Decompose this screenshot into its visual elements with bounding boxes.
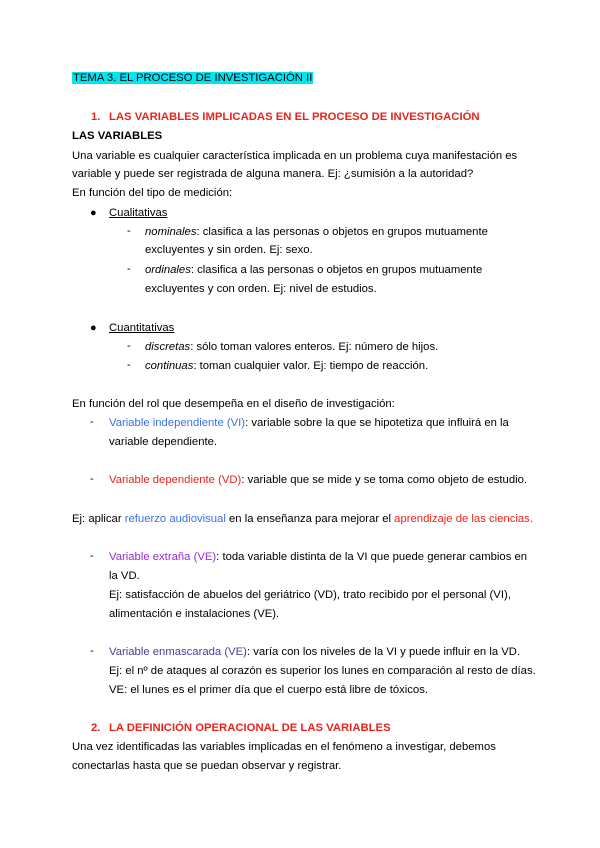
intro-line-1: Una variable es cualquier característica implicada en un problema cuya manifestación es [72, 150, 518, 162]
vem-line-3: VE: el lunes es el primer día que el cuerpo está libre de tóxicos. [109, 684, 428, 696]
subheading-las-variables: LAS VARIABLES [72, 130, 163, 142]
dash-icon: - [127, 263, 131, 275]
ve-line-4: alimentación e instalaciones (VE). [109, 608, 280, 620]
bullet-icon: ● [90, 322, 97, 334]
discretas-item: discretas: sólo toman valores enteros. Ej: número de hijos. [145, 341, 439, 353]
document-title: TEMA 3. EL PROCESO DE INVESTIGACIÓN II [73, 72, 313, 84]
dash-icon: - [90, 416, 94, 428]
section2-line-2: conectarlas hasta que se puedan observar y registrar. [72, 760, 342, 772]
cuantitativas-label: Cuantitativas [109, 322, 175, 334]
ve-line-3: Ej: satisfacción de abuelos del geriátrico (VD), trato recibido por el personal (VI), [109, 589, 511, 601]
nominales-item: nominales: clasifica a las personas o objetos en grupos mutuamente [145, 226, 488, 238]
dash-icon: - [127, 359, 131, 371]
by-measure-text: En función del tipo de medición: [72, 187, 233, 199]
section2-heading: LA DEFINICIÓN OPERACIONAL DE LAS VARIABLES [109, 722, 391, 734]
section1-number: 1. [91, 111, 101, 123]
vem-item: Variable enmascarada (VE): varía con los niveles de la VI y puede influir en la VD. [109, 646, 521, 658]
ve-item: Variable extraña (VE): toda variable distinta de la VI que puede generar cambios en [109, 551, 528, 563]
section2-number: 2. [91, 722, 101, 734]
example-line: Ej: aplicar refuerzo audiovisual en la enseñanza para mejorar el aprendizaje de las ciencias. [72, 513, 533, 525]
continuas-item: continuas: toman cualquier valor. Ej: tiempo de reacción. [145, 360, 429, 372]
ordinales-line-2: excluyentes y con orden. Ej: nivel de estudios. [145, 283, 377, 295]
vi-item: Variable independiente (VI): variable sobre la que se hipotetiza que influirá en la [109, 417, 509, 429]
bullet-icon: ● [90, 207, 97, 219]
dash-icon: - [90, 473, 94, 485]
ordinales-item: ordinales: clasifica a las personas o objetos en grupos mutuamente [145, 264, 483, 276]
dash-icon: - [90, 550, 94, 562]
vi-line-2: variable dependiente. [109, 436, 218, 448]
dash-icon: - [127, 340, 131, 352]
by-role-text: En función del rol que desempeña en el diseño de investigación: [72, 398, 395, 410]
section1-heading: LAS VARIABLES IMPLICADAS EN EL PROCESO DE INVESTIGACIÓN [109, 111, 480, 123]
dash-icon: - [90, 645, 94, 657]
nominales-line-2: excluyentes y sin orden. Ej: sexo. [145, 244, 313, 256]
intro-line-2: variable y puede ser registrada de alguna manera. Ej: ¿sumisión a la autoridad? [72, 168, 474, 180]
dash-icon: - [127, 225, 131, 237]
ve-line-2: la VD. [109, 570, 140, 582]
section2-line-1: Una vez identificadas las variables implicadas en el fenómeno a investigar, debemos [72, 741, 496, 753]
cualitativas-label: Cualitativas [109, 207, 168, 219]
vd-item: Variable dependiente (VD): variable que se mide y se toma como objeto de estudio. [109, 474, 528, 486]
vem-line-2: Ej: el nº de ataques al corazón es superior los lunes en comparación al resto de días. [109, 665, 536, 677]
